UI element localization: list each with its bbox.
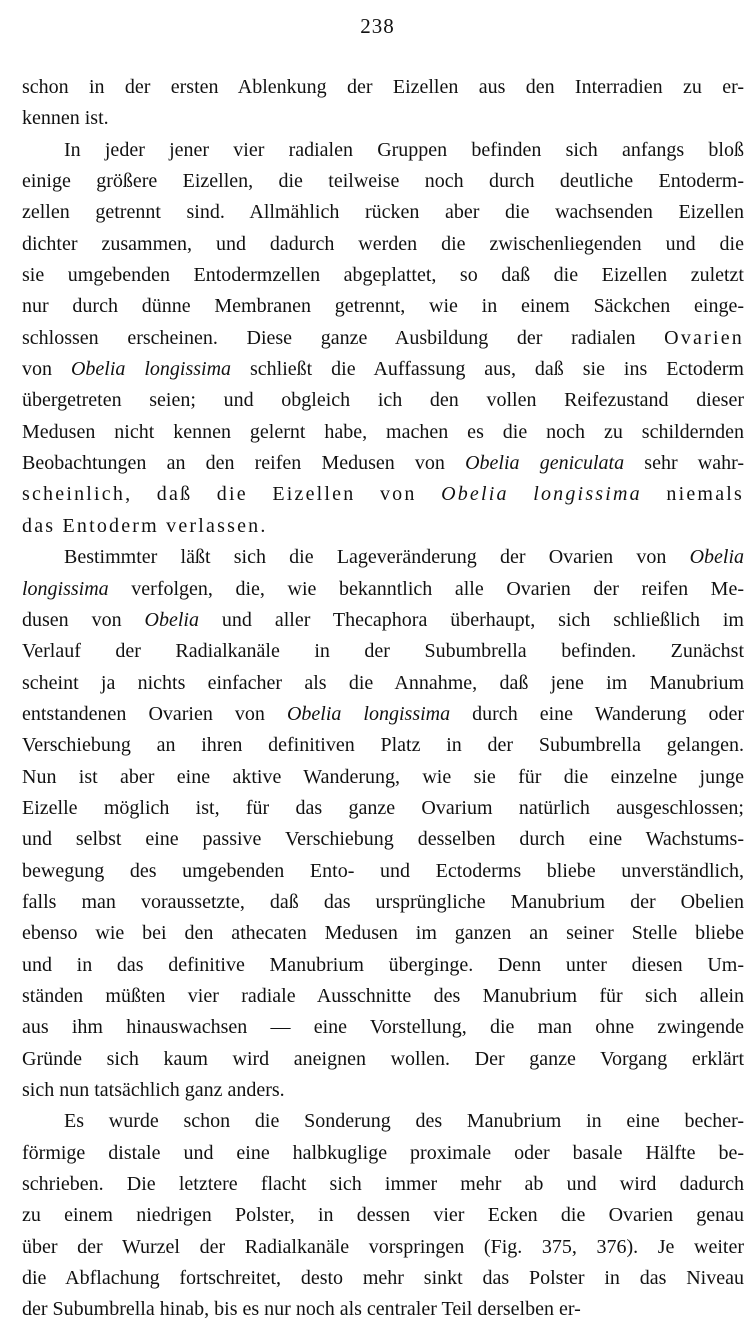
text-line [22,103,744,134]
text-run: und selbst eine passive Verschiebung desselben durch eine Wachstums- [22,828,744,851]
italic-term: Obelia [689,546,744,569]
text-run: nur durch dünne Membranen getrennt, wie in einem Säckchen einge- [22,295,744,318]
text-run: und aller Thecaphora überhaupt, sich schließlich im [198,608,744,631]
text-run: Verlauf der Radialkanäle in der Subumbrella befinden. Zunächst [22,640,744,663]
text-line [22,636,744,667]
italic-term: Obelia geniculata [465,452,625,475]
text-line [22,135,744,166]
italic-term: Obelia longissima [286,702,451,725]
text-line [22,730,744,761]
text-line [22,511,744,542]
text-line [22,856,744,887]
text-run: über der Wurzel der Radialkanäle vorspringen (Fig. 375, 376). Je weiter [22,1235,744,1258]
text-line [22,981,744,1012]
paragraph [22,1106,744,1325]
text-run: und in das definitive Manubrium überginge. Denn unter diesen Um- [22,953,744,976]
text-run: einige größere Eizellen, die teilweise noch durch deutliche Entoderm- [22,170,744,193]
text-run: entstandenen Ovarien von [22,702,287,725]
text-line [22,1138,744,1169]
text-run: scheinlich, daß die Eizellen von [22,483,442,506]
text-line [22,1044,744,1075]
text-line [22,229,744,260]
text-line [22,1232,744,1263]
text-run: falls man voraussetzte, daß das ursprüngliche Manubrium der Obelien [22,890,744,913]
text-run: das Entoderm verlassen. [22,514,268,537]
page-number: 238 [360,14,395,38]
paragraph [22,542,744,1106]
text-run: niemals [641,483,745,506]
text-run: durch eine Wanderung oder [450,702,744,725]
text-run: Medusen nicht kennen gelernt habe, machen es die noch zu schildernden [22,420,744,443]
text-line [22,323,744,354]
text-run: Bestimmter läßt sich die Lageveränderung der Ovarien von [64,546,690,569]
text-run: kennen ist. [22,107,109,130]
text-line [22,1012,744,1043]
text-line [22,479,744,510]
text-run: schließt die Auffassung aus, daß sie ins Ectoderm [231,358,744,381]
text-line [22,574,744,605]
text-run: die Abflachung fortschreitet, desto mehr sinkt das Polster in das Niveau [22,1267,744,1290]
text-line [22,385,744,416]
text-run: Beobachtungen an den reifen Medusen von [22,452,466,475]
text-run: sehr wahr- [624,452,745,475]
text-line [22,1106,744,1137]
text-line [22,918,744,949]
text-line [22,542,744,573]
text-run: schrieben. Die letztere flacht sich immer mehr ab und wird dadurch [22,1173,744,1196]
text-line [22,1075,744,1106]
text-run: Es wurde schon die Sonderung des Manubrium in eine becher- [64,1110,744,1133]
italic-term: Obelia longissima [70,358,232,381]
text-run: aus ihm hinauswachsen — eine Vorstellung, die man ohne zwingende [22,1016,744,1039]
text-run: Ovarien [664,326,744,349]
text-run: In jeder jener vier radialen Gruppen befinden sich anfangs bloß [64,138,744,161]
italic-term: longissima [22,577,109,600]
text-run: dichter zusammen, und dadurch werden die zwischenliegenden und die [22,232,744,255]
text-line [22,354,744,385]
text-run: ständen müßten vier radiale Ausschnitte des Manubrium für sich allein [22,984,744,1007]
text-run: dusen von [22,608,145,631]
text-run: von [22,358,71,381]
text-run: zu einem niedrigen Polster, in dessen vier Ecken die Ovarien genau [22,1204,744,1227]
text-run: der Subumbrella hinab, bis es nur noch als centraler Teil derselben er- [22,1298,581,1321]
text-run: Nun ist aber eine aktive Wanderung, wie sie für die einzelne junge [22,765,744,788]
italic-term: Obelia longissima [441,483,642,506]
paragraph [22,72,744,135]
text-run: Eizelle möglich ist, für das ganze Ovarium natürlich ausgeschlossen; [22,796,744,819]
text-line [22,1169,744,1200]
text-line [22,762,744,793]
text-run: schon in der ersten Ablenkung der Eizellen aus den Interradien zu er- [22,76,744,98]
text-line [22,260,744,291]
text-run: förmige distale und eine halbkuglige proximale oder basale Hälfte be- [22,1141,744,1164]
text-run: scheint ja nichts einfacher als die Annahme, daß jene im Manubrium [22,671,744,694]
text-line [22,605,744,636]
text-run: sie umgebenden Entodermzellen abgeplattet, so daß die Eizellen zuletzt [22,264,744,287]
text-line [22,824,744,855]
text-line [22,793,744,824]
text-line [22,1294,744,1325]
text-run: zellen getrennt sind. Allmählich rücken aber die wachsenden Eizellen [22,201,744,224]
text-run: schlossen erscheinen. Diese ganze Ausbildung der radialen [22,326,665,349]
text-line [22,887,744,918]
text-run: bewegung des umgebenden Ento- und Ectoderms bliebe unverständlich, [22,859,744,882]
text-line [22,699,744,730]
text-run: sich nun tatsächlich ganz anders. [22,1079,285,1101]
paragraph [22,135,744,542]
text-run: Gründe sich kaum wird aneignen wollen. Der ganze Vorgang erklärt [22,1047,744,1070]
text-run: Verschiebung an ihren definitiven Platz in der Subumbrella gelangen. [22,734,744,757]
text-line [22,448,744,479]
text-line [22,72,744,103]
text-line [22,166,744,197]
text-line [22,950,744,981]
text-line [22,197,744,228]
text-line [22,417,744,448]
italic-term: Obelia [144,608,199,631]
text-run: verfolgen, die, wie bekanntlich alle Ovarien der reifen Me- [108,577,744,600]
text-line [22,1200,744,1231]
text-run: übergetreten seien; und obgleich ich den vollen Reifezustand dieser [22,389,744,412]
text-line [22,668,744,699]
body-text [22,72,744,1326]
text-line [22,1263,744,1294]
text-line [22,291,744,322]
text-run: ebenso wie bei den athecaten Medusen im ganzen an seiner Stelle bliebe [22,922,744,945]
